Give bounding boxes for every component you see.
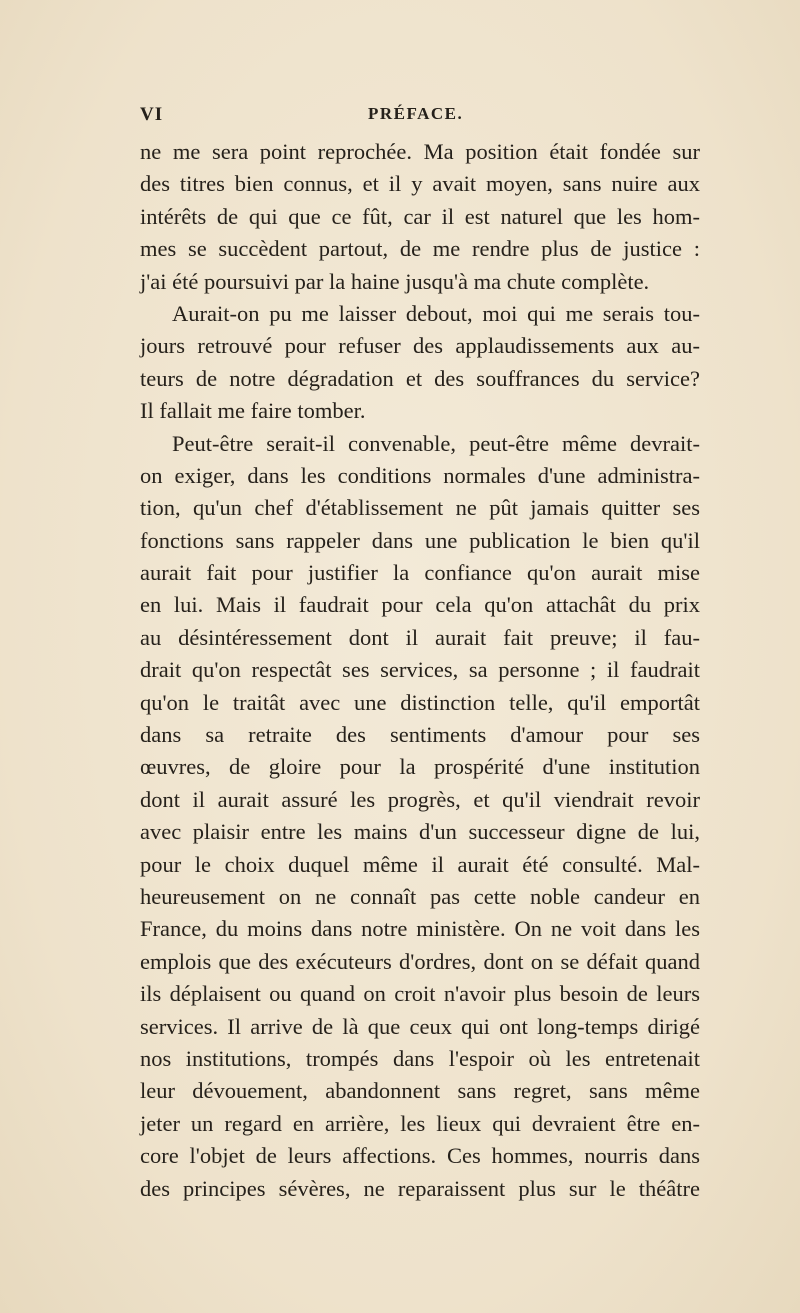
text-line: emplois que des exécuteurs d'ordres, dont on se défait quand (140, 948, 700, 974)
body-text (140, 136, 700, 1205)
text-line: pour le choix duquel même il aurait été consulté. Mal- (140, 851, 700, 877)
text-line: leur dévouement, abandonnent sans regret, sans même (140, 1078, 700, 1104)
text-line: fonctions sans rappeler dans une publication le bien qu'il (140, 527, 700, 553)
text-line: nos institutions, trompés dans l'espoir où les entretenait (140, 1045, 700, 1071)
text-line: services. Il arrive de là que ceux qui ont long-temps dirigé (140, 1013, 700, 1039)
text-line: dont il aurait assuré les progrès, et qu'il viendrait revoir (140, 786, 700, 812)
text-line: en lui. Mais il faudrait pour cela qu'on attachât du prix (140, 592, 700, 618)
text-line: œuvres, de gloire pour la prospérité d'une institution (140, 754, 700, 780)
text-line: qu'on le traitât avec une distinction telle, qu'il emportât (140, 689, 700, 715)
text-line: jeter un regard en arrière, les lieux qui devraient être en- (140, 1110, 700, 1136)
text-line: Aurait-on pu me laisser debout, moi qui me serais tou- (172, 300, 700, 326)
text-line: Il fallait me faire tomber. (140, 398, 366, 424)
text-line: j'ai été poursuivi par la haine jusqu'à ma chute complète. (140, 268, 650, 294)
text-line: aurait fait pour justifier la confiance qu'on aurait mise (140, 560, 700, 586)
text-line: jours retrouvé pour refuser des applaudissements aux au- (140, 333, 700, 359)
text-line: des principes sévères, ne reparaissent plus sur le théâtre (140, 1175, 700, 1201)
text-line: dans sa retraite des sentiments d'amour pour ses (140, 722, 700, 748)
text-line: avec plaisir entre les mains d'un successeur digne de lui, (140, 819, 700, 845)
text-line: on exiger, dans les conditions normales d'une administra- (140, 462, 700, 488)
text-line: mes se succèdent partout, de me rendre plus de justice : (140, 236, 700, 262)
running-title: PRÉFACE. (368, 104, 464, 123)
text-line: des titres bien connus, et il y avait moyen, sans nuire aux (140, 171, 700, 197)
text-line: ne me sera point reprochée. Ma position était fondée sur (140, 139, 700, 164)
text-line: France, du moins dans notre ministère. On ne voit dans les (140, 916, 700, 942)
text-line: drait qu'on respectât ses services, sa personne ; il faudrait (140, 657, 700, 683)
page-number: VI (140, 104, 164, 125)
text-line: intérêts de qui que ce fût, car il est naturel que les hom- (140, 203, 700, 229)
text-line: ils déplaisent ou quand on croit n'avoir plus besoin de leurs (140, 981, 700, 1007)
text-line: heureusement on ne connaît pas cette noble candeur en (140, 883, 700, 909)
running-head (140, 104, 700, 128)
text-line: au désintéressement dont il aurait fait preuve; il fau- (140, 624, 700, 650)
text-line: tion, qu'un chef d'établissement ne pût jamais quitter ses (140, 495, 700, 521)
text-line: Peut-être serait-il convenable, peut-être même devrait- (172, 430, 700, 456)
text-line: core l'objet de leurs affections. Ces hommes, nourris dans (140, 1143, 700, 1169)
text-line: teurs de notre dégradation et des souffrances du service? (140, 365, 700, 391)
